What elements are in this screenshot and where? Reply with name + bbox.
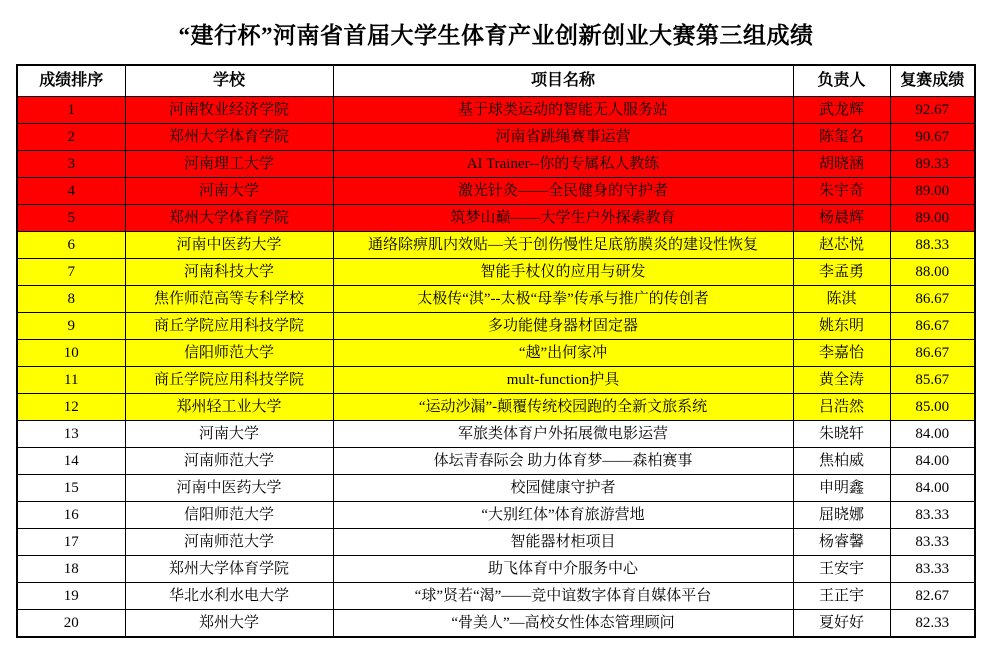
cell-school: 华北水利水电大学	[125, 583, 333, 610]
cell-rank: 15	[17, 475, 125, 502]
cell-score: 89.00	[890, 205, 975, 232]
cell-score: 88.00	[890, 259, 975, 286]
cell-score: 84.00	[890, 475, 975, 502]
table-row	[17, 232, 975, 259]
cell-school: 河南大学	[125, 178, 333, 205]
cell-score: 83.33	[890, 502, 975, 529]
cell-leader: 李嘉怡	[793, 340, 890, 367]
column-header-school: 学校	[125, 65, 333, 97]
cell-school: 河南中医药大学	[125, 232, 333, 259]
cell-score: 83.33	[890, 556, 975, 583]
cell-rank: 7	[17, 259, 125, 286]
table-row	[17, 448, 975, 475]
cell-leader: 陈淇	[793, 286, 890, 313]
cell-leader: 胡晓涵	[793, 151, 890, 178]
cell-rank: 20	[17, 610, 125, 638]
cell-score: 82.33	[890, 610, 975, 638]
table-header-row	[17, 65, 975, 97]
cell-rank: 10	[17, 340, 125, 367]
table-row	[17, 529, 975, 556]
cell-leader: 焦柏威	[793, 448, 890, 475]
cell-score: 85.00	[890, 394, 975, 421]
cell-school: 焦作师范高等专科学校	[125, 286, 333, 313]
cell-school: 郑州大学	[125, 610, 333, 638]
cell-score: 92.67	[890, 97, 975, 124]
cell-school: 河南师范大学	[125, 529, 333, 556]
table-row	[17, 313, 975, 340]
cell-leader: 武龙辉	[793, 97, 890, 124]
cell-leader: 姚东明	[793, 313, 890, 340]
cell-school: 郑州大学体育学院	[125, 124, 333, 151]
table-row	[17, 556, 975, 583]
cell-school: 河南科技大学	[125, 259, 333, 286]
cell-score: 84.00	[890, 448, 975, 475]
cell-score: 88.33	[890, 232, 975, 259]
cell-project: 智能器材柜项目	[333, 529, 793, 556]
cell-project: 激光针灸——全民健身的守护者	[333, 178, 793, 205]
cell-leader: 陈玺名	[793, 124, 890, 151]
cell-score: 82.67	[890, 583, 975, 610]
column-header-rank: 成绩排序	[17, 65, 125, 97]
cell-project: “运动沙漏”-颠覆传统校园跑的全新文旅系统	[333, 394, 793, 421]
cell-project: AI Trainer--你的专属私人教练	[333, 151, 793, 178]
table-header	[17, 65, 975, 97]
cell-score: 86.67	[890, 313, 975, 340]
column-header-leader: 负责人	[793, 65, 890, 97]
cell-leader: 夏好好	[793, 610, 890, 638]
table-row	[17, 394, 975, 421]
cell-rank: 19	[17, 583, 125, 610]
cell-project: 军旅类体育户外拓展微电影运营	[333, 421, 793, 448]
cell-project: “大别红体”体育旅游营地	[333, 502, 793, 529]
cell-score: 89.00	[890, 178, 975, 205]
table-body	[17, 97, 975, 638]
cell-school: 郑州大学体育学院	[125, 205, 333, 232]
page-title: “建行杯”河南省首届大学生体育产业创新创业大赛第三组成绩	[178, 23, 814, 48]
cell-rank: 11	[17, 367, 125, 394]
cell-rank: 5	[17, 205, 125, 232]
cell-score: 90.67	[890, 124, 975, 151]
cell-project: “骨美人”—高校女性体态管理顾问	[333, 610, 793, 638]
cell-score: 86.67	[890, 286, 975, 313]
cell-rank: 13	[17, 421, 125, 448]
cell-project: 通络除痹肌内效贴—关于创伤慢性足底筋膜炎的建设性恢复	[333, 232, 793, 259]
cell-rank: 8	[17, 286, 125, 313]
cell-school: 商丘学院应用科技学院	[125, 367, 333, 394]
cell-leader: 黄全涛	[793, 367, 890, 394]
table-row	[17, 340, 975, 367]
cell-rank: 3	[17, 151, 125, 178]
cell-rank: 6	[17, 232, 125, 259]
cell-school: 信阳师范大学	[125, 502, 333, 529]
table-row	[17, 502, 975, 529]
cell-rank: 9	[17, 313, 125, 340]
table-row	[17, 367, 975, 394]
cell-score: 85.67	[890, 367, 975, 394]
cell-project: mult-function护具	[333, 367, 793, 394]
cell-leader: 朱宇奇	[793, 178, 890, 205]
cell-leader: 杨睿馨	[793, 529, 890, 556]
cell-leader: 王正宇	[793, 583, 890, 610]
cell-project: 体坛青春际会 助力体育梦——森柏赛事	[333, 448, 793, 475]
cell-project: 智能手杖仪的应用与研发	[333, 259, 793, 286]
cell-project: 河南省跳绳赛事运营	[333, 124, 793, 151]
cell-leader: 吕浩然	[793, 394, 890, 421]
cell-project: 多功能健身器材固定器	[333, 313, 793, 340]
cell-school: 河南理工大学	[125, 151, 333, 178]
table-row	[17, 610, 975, 638]
cell-project: 助飞体育中介服务中心	[333, 556, 793, 583]
cell-score: 89.33	[890, 151, 975, 178]
cell-rank: 12	[17, 394, 125, 421]
cell-school: 河南中医药大学	[125, 475, 333, 502]
cell-score: 86.67	[890, 340, 975, 367]
cell-leader: 李孟勇	[793, 259, 890, 286]
table-row	[17, 259, 975, 286]
cell-leader: 屈晓娜	[793, 502, 890, 529]
table-row	[17, 124, 975, 151]
cell-project: “越”出何家冲	[333, 340, 793, 367]
cell-project: 筑梦山巅——大学生户外探索教育	[333, 205, 793, 232]
table-row	[17, 178, 975, 205]
table-row	[17, 421, 975, 448]
table-row	[17, 205, 975, 232]
cell-score: 84.00	[890, 421, 975, 448]
column-header-project: 项目名称	[333, 65, 793, 97]
cell-project: 太极传“淇”--太极“母拳”传承与推广的传创者	[333, 286, 793, 313]
cell-school: 河南大学	[125, 421, 333, 448]
cell-rank: 17	[17, 529, 125, 556]
table-row	[17, 475, 975, 502]
cell-rank: 1	[17, 97, 125, 124]
table-row	[17, 286, 975, 313]
cell-rank: 2	[17, 124, 125, 151]
table-row	[17, 583, 975, 610]
column-header-score: 复赛成绩	[890, 65, 975, 97]
cell-leader: 杨晨辉	[793, 205, 890, 232]
cell-leader: 申明鑫	[793, 475, 890, 502]
cell-school: 郑州大学体育学院	[125, 556, 333, 583]
cell-rank: 18	[17, 556, 125, 583]
cell-school: 信阳师范大学	[125, 340, 333, 367]
cell-leader: 朱晓轩	[793, 421, 890, 448]
cell-school: 河南牧业经济学院	[125, 97, 333, 124]
cell-project: 基于球类运动的智能无人服务站	[333, 97, 793, 124]
cell-rank: 4	[17, 178, 125, 205]
cell-rank: 16	[17, 502, 125, 529]
cell-score: 83.33	[890, 529, 975, 556]
cell-leader: 赵芯悦	[793, 232, 890, 259]
cell-rank: 14	[17, 448, 125, 475]
table-row	[17, 151, 975, 178]
results-table	[16, 64, 976, 638]
cell-project: 校园健康守护者	[333, 475, 793, 502]
cell-project: “球”贤若“渴”——竞中谊数字体育自媒体平台	[333, 583, 793, 610]
cell-leader: 王安宇	[793, 556, 890, 583]
cell-school: 商丘学院应用科技学院	[125, 313, 333, 340]
table-row	[17, 97, 975, 124]
cell-school: 河南师范大学	[125, 448, 333, 475]
cell-school: 郑州轻工业大学	[125, 394, 333, 421]
